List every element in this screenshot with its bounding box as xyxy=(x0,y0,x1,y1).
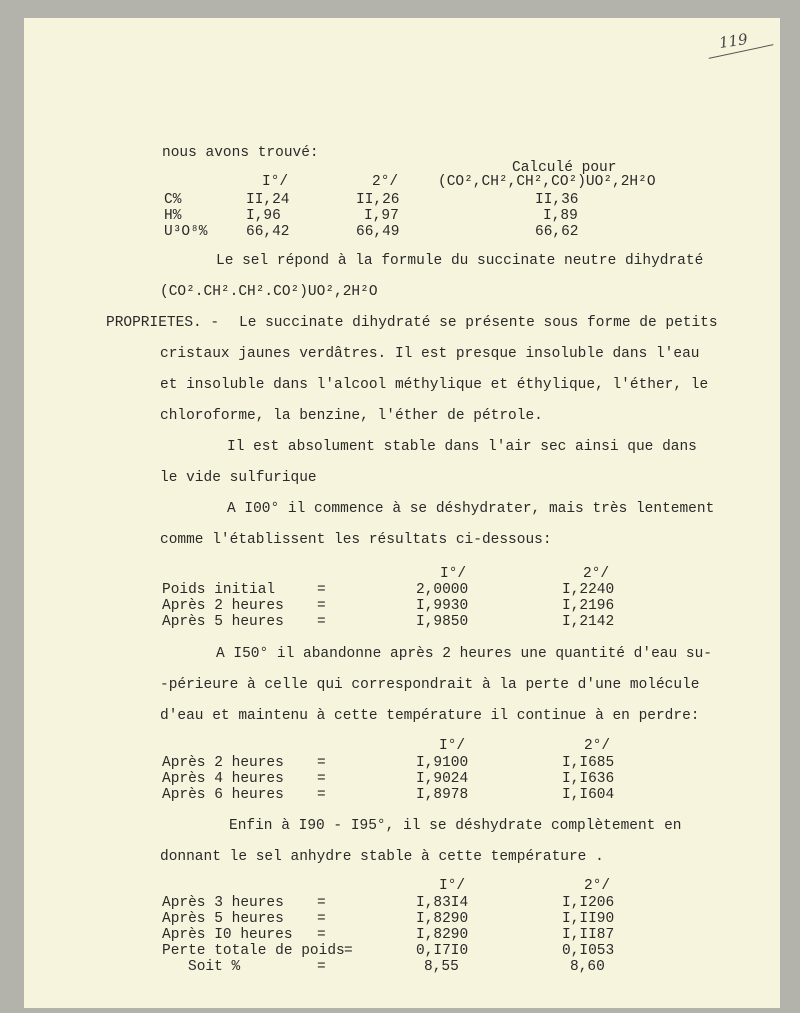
table2-row-eq: = xyxy=(317,771,326,787)
paragraph-line: et insoluble dans l'alcool méthylique et éthylique, l'éther, le xyxy=(160,377,709,393)
analysis-row-value: II,26 xyxy=(356,192,400,208)
table3-row-label: Soit % xyxy=(188,959,241,975)
table1-col1-header: I°/ xyxy=(440,566,467,582)
table3-row-value: 8,60 xyxy=(570,959,605,975)
table3-row-eq: = xyxy=(317,895,326,911)
analysis-row-value: I,97 xyxy=(364,208,399,224)
paragraph-line: d'eau et maintenu à cette température il continue à en perdre: xyxy=(160,708,700,724)
intro-line: nous avons trouvé: xyxy=(162,145,319,161)
analysis-row-value: I,89 xyxy=(543,208,578,224)
table2-col1-header: I°/ xyxy=(439,738,466,754)
paragraph-line: le vide sulfurique xyxy=(160,470,317,486)
table3-row-value: 0,I053 xyxy=(562,943,615,959)
table3-row-label: Après I0 heures xyxy=(162,927,293,943)
table1-col2-header: 2°/ xyxy=(583,566,610,582)
paragraph-line: Il est absolument stable dans l'air sec ainsi que dans xyxy=(227,439,697,455)
table1-row-eq: = xyxy=(317,614,326,630)
table3-row-value: I,8290 xyxy=(416,927,469,943)
table2-col2-header: 2°/ xyxy=(584,738,611,754)
table3-row-label: Après 3 heures xyxy=(162,895,284,911)
table3-row-value: 0,I7I0 xyxy=(416,943,469,959)
analysis-row-label: U³O⁸% xyxy=(164,224,208,240)
paragraph-line: Enfin à I90 - I95°, il se déshydrate complètement en xyxy=(229,818,682,834)
paragraph-line: A I00° il commence à se déshydrater, mais très lentement xyxy=(227,501,715,517)
paragraph-line: cristaux jaunes verdâtres. Il est presque insoluble dans l'eau xyxy=(160,346,700,362)
table1-row-value: 2,0000 xyxy=(416,582,469,598)
analysis-row-value: 66,62 xyxy=(535,224,579,240)
table3-col2-header: 2°/ xyxy=(584,878,611,894)
analysis-row-value: II,24 xyxy=(246,192,290,208)
table2-row-value: I,8978 xyxy=(416,787,469,803)
table2-row-value: I,I685 xyxy=(562,755,615,771)
table1-row-value: I,9930 xyxy=(416,598,469,614)
document-page xyxy=(24,18,780,1008)
table1-row-value: I,2240 xyxy=(562,582,615,598)
paragraph-line: comme l'établissent les résultats ci-dessous: xyxy=(160,532,552,548)
analysis-row-label: H% xyxy=(164,208,182,224)
calc-label: Calculé pour xyxy=(512,160,617,176)
paragraph-line: -périeure à celle qui correspondrait à la perte d'une molécule xyxy=(160,677,700,693)
table3-row-value: I,II90 xyxy=(562,911,615,927)
table1-row-value: I,2142 xyxy=(562,614,615,630)
table2-row-eq: = xyxy=(317,787,326,803)
table2-row-eq: = xyxy=(317,755,326,771)
table2-row-label: Après 6 heures xyxy=(162,787,284,803)
analysis-row-label: C% xyxy=(164,192,182,208)
analysis-col2-header: 2°/ xyxy=(372,174,399,190)
table1-row-label: Après 2 heures xyxy=(162,598,284,614)
table1-row-eq: = xyxy=(317,598,326,614)
table1-row-value: I,9850 xyxy=(416,614,469,630)
section-lead: PROPRIETES. - xyxy=(106,315,220,331)
table2-row-value: I,9024 xyxy=(416,771,469,787)
analysis-row-value: II,36 xyxy=(535,192,579,208)
paragraph-line: Le sel répond à la formule du succinate neutre dihydraté xyxy=(216,253,704,269)
paragraph-line: A I50° il abandonne après 2 heures une quantité d'eau su- xyxy=(216,646,712,662)
paragraph-line: Le succinate dihydraté se présente sous forme de petits xyxy=(239,315,718,331)
table2-row-label: Après 2 heures xyxy=(162,755,284,771)
analysis-row-value: 66,42 xyxy=(246,224,290,240)
table3-row-value: I,II87 xyxy=(562,927,615,943)
table3-row-eq: = xyxy=(317,959,326,975)
table3-row-value: I,I206 xyxy=(562,895,615,911)
table1-row-eq: = xyxy=(317,582,326,598)
table1-row-label: Après 5 heures xyxy=(162,614,284,630)
table3-row-value: I,8290 xyxy=(416,911,469,927)
table1-row-label: Poids initial xyxy=(162,582,276,598)
paragraph-line: chloroforme, la benzine, l'éther de pétrole. xyxy=(160,408,543,424)
analysis-formula: (CO²,CH²,CH²,CO²)UO²,2H²O xyxy=(438,174,656,190)
table3-row-label: Perte totale de poids xyxy=(162,943,345,959)
paragraph-line: donnant le sel anhydre stable à cette température . xyxy=(160,849,604,865)
table2-row-label: Après 4 heures xyxy=(162,771,284,787)
table3-row-value: I,83I4 xyxy=(416,895,469,911)
table2-row-value: I,I636 xyxy=(562,771,615,787)
table1-row-value: I,2196 xyxy=(562,598,615,614)
table3-row-eq: = xyxy=(344,943,353,959)
table3-row-label: Après 5 heures xyxy=(162,911,284,927)
formula-line: (CO².CH².CH².CO²)UO²,2H²O xyxy=(160,284,378,300)
table2-row-value: I,9100 xyxy=(416,755,469,771)
analysis-col1-header: I°/ xyxy=(262,174,289,190)
table2-row-value: I,I604 xyxy=(562,787,615,803)
analysis-row-value: 66,49 xyxy=(356,224,400,240)
page-number: 119 xyxy=(717,30,749,52)
table3-col1-header: I°/ xyxy=(439,878,466,894)
table3-row-eq: = xyxy=(317,927,326,943)
table3-row-eq: = xyxy=(317,911,326,927)
table3-row-value: 8,55 xyxy=(424,959,459,975)
analysis-row-value: I,96 xyxy=(246,208,281,224)
